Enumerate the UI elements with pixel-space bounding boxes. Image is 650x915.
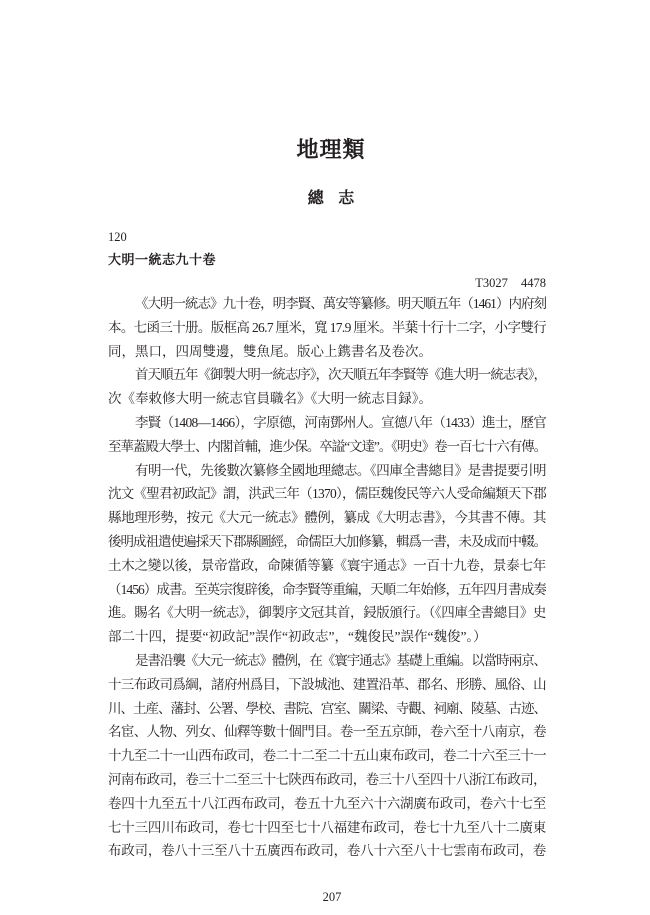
text-line: [108, 720, 546, 744]
text-line: [108, 792, 546, 816]
text-line: [108, 601, 546, 625]
paragraph: [108, 411, 546, 459]
call-number: T3027 4478: [475, 276, 546, 290]
text-line: [108, 697, 546, 721]
text-line: [108, 530, 546, 554]
text-line-content: 河南布政司，卷三十二至三十七陝西布政司，卷三十八至四十八浙江布政司，: [108, 771, 546, 787]
text-line-content: 部二十四，提要“初政記”誤作“初政志”，“魏俊民”誤作“魏俊”。）: [108, 629, 487, 645]
text-line: [108, 292, 546, 316]
text-line-content: 同，黑口，四周雙邊，雙魚尾。版心上鎸書名及卷次。: [108, 343, 432, 359]
entry-number: 120: [108, 230, 127, 244]
text-line-content: 本。七函三十册。版框高 26.7 厘米，寬 17.9 厘米。半葉十行十二字，小字雙行: [108, 319, 546, 335]
text-line-content: 後明成祖遣使遍採天下郡縣圖經，命儒臣大加修纂，輯爲一書，未及成而中輟。: [108, 533, 546, 549]
text-line: [108, 625, 546, 649]
entry-body: [108, 292, 546, 863]
text-line-content: 《大明一統志》九十卷，明李賢、萬安等纂修。明天順五年（1461）内府刻: [135, 296, 546, 311]
text-line: [108, 768, 546, 792]
paragraph: [108, 459, 546, 649]
text-line-content: 土木之變以後，景帝當政，命陳循等纂《寰宇通志》一百十九卷，景泰七年: [108, 557, 546, 573]
text-line-content: 是書沿襲《大元一統志》體例，在《寰宇通志》基礎上重編。以當時兩京、: [135, 652, 546, 668]
text-line: [108, 316, 546, 340]
text-line: [108, 506, 546, 530]
text-line-content: 川、土産、藩封、公署、學校、書院、宫室、關梁、寺觀、祠廟、陵墓、古迹、: [108, 700, 546, 716]
text-line-content: 至華蓋殿大學士、内閣首輔，進少保。卒謚“文達”。《明史》卷一百七十六有傳。: [108, 438, 546, 454]
text-line: [108, 340, 546, 364]
text-line: [108, 554, 546, 578]
text-line-content: （1456）成書。至英宗復辟後，命李賢等重編，天順二年始修，五年四月書成奏: [108, 581, 546, 597]
text-line: [108, 649, 546, 673]
text-line: [108, 673, 546, 697]
page-number: 207: [322, 890, 342, 904]
text-line: [108, 435, 546, 459]
text-line-content: 有明一代，先後數次纂修全國地理總志。《四庫全書總目》是書提要引明: [135, 462, 546, 478]
text-line-content: 十九至二十一山西布政司，卷二十二至二十五山東布政司，卷二十六至三十一: [108, 748, 546, 764]
paragraph: [108, 649, 546, 863]
text-line-content: 沈文《聖君初政記》謂，洪武三年（1370），儒臣魏俊民等六人受命編類天下郡: [108, 486, 546, 502]
text-line: [108, 578, 546, 602]
text-line-content: 布政司，卷八十三至八十五廣西布政司，卷八十六至八十七雲南布政司，卷: [108, 843, 546, 859]
paragraph: [108, 292, 546, 363]
section-title: 總 志: [307, 188, 355, 207]
text-line-content: 十三布政司爲綱，諸府州爲目，下設城池、建置沿革、郡名、形勝、風俗、山: [108, 676, 546, 692]
text-line: [108, 482, 546, 506]
text-line: [108, 839, 546, 863]
text-line-content: 進。賜名《大明一統志》，御製序文冠其首，鋟版頒行。（《四庫全書總目》史: [108, 605, 546, 621]
text-line-content: 卷四十九至五十八江西布政司，卷五十九至六十六湖廣布政司，卷六十七至: [108, 795, 546, 811]
text-line-content: 名宦、人物、列女、仙釋等數十個門目。卷一至五京師，卷六至十八南京，卷: [108, 724, 546, 740]
text-line: [108, 816, 546, 840]
text-line: [108, 411, 546, 435]
text-line: [108, 363, 546, 387]
text-line-content: 縣地理形勢，按元《大元一統志》體例，纂成《大明志書》，今其書不傳。其: [108, 510, 546, 526]
text-line: [108, 744, 546, 768]
text-line-content: 李賢（1408—1466），字原德，河南鄧州人。宣德八年（1433）進士，歷官: [135, 414, 546, 430]
category-title: 地理類: [296, 137, 366, 162]
text-line-content: 首天順五年《御製大明一統志序》，次天順五年李賢等《進大明一統志表》，: [135, 367, 546, 383]
entry-title: 大明一統志九十卷: [108, 253, 217, 268]
text-line: [108, 387, 546, 411]
text-line-content: 次《奉敕修大明一統志官員職名》《大明一統志目録》。: [108, 391, 432, 407]
text-line: [108, 459, 546, 483]
text-line-content: 七十三四川布政司，卷七十四至七十八福建布政司，卷七十九至八十二廣東: [108, 819, 546, 835]
paragraph: [108, 363, 546, 411]
